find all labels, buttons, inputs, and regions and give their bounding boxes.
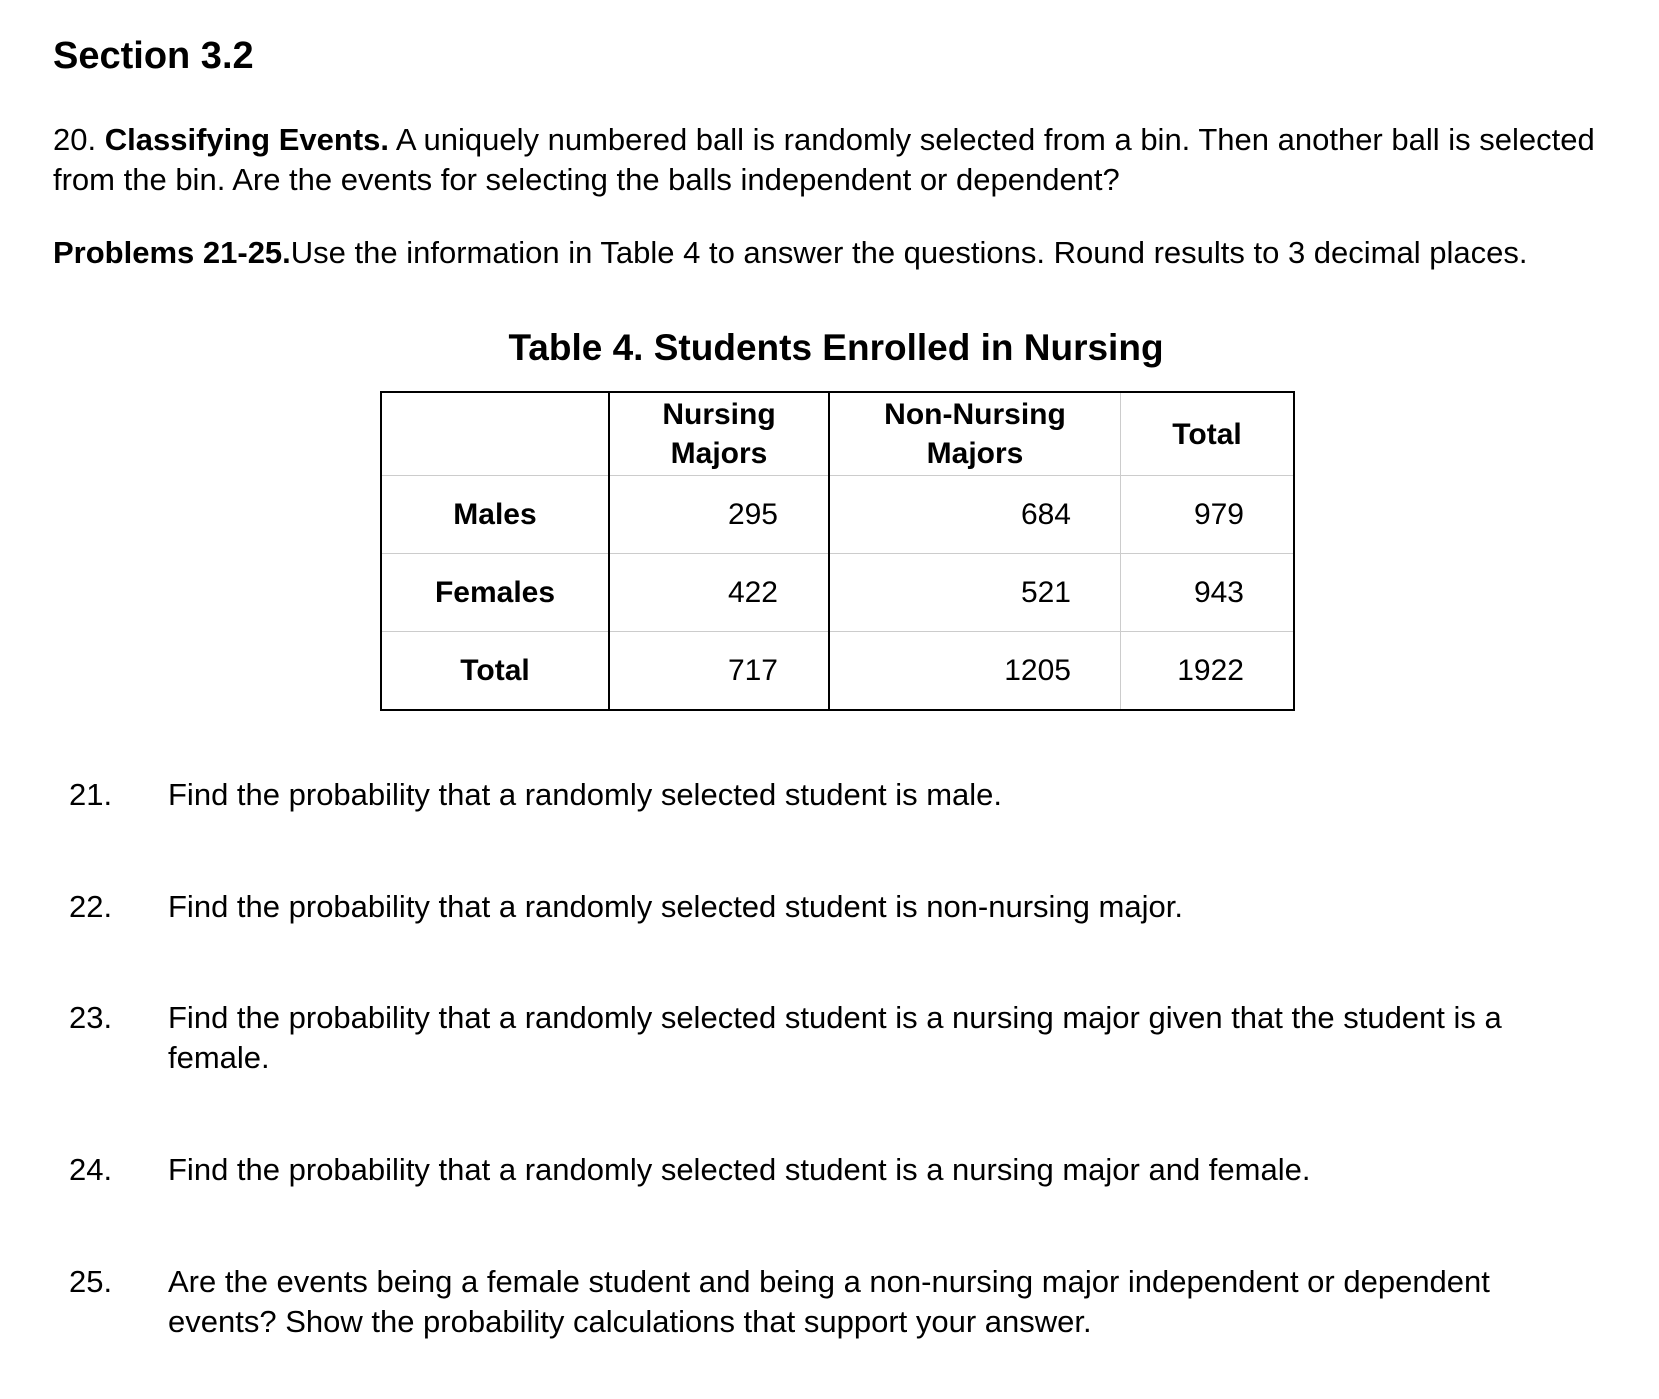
question-number: 21. <box>69 777 113 812</box>
table-header-empty <box>381 392 609 476</box>
problems-intro-text: Use the information in Table 4 to answer the questions. Round results to 3 decimal places. <box>290 235 1528 270</box>
table-title: Table 4. Students Enrolled in Nursing <box>508 327 1164 368</box>
table-cell: 1205 <box>829 632 1121 711</box>
header-line: Non-Nursing <box>884 398 1066 431</box>
table-cell: 717 <box>609 632 829 711</box>
question-text: Find the probability that a randomly selected student is a nursing major and female. <box>168 1152 1311 1187</box>
question-text: Find the probability that a randomly selected student is a nursing major given that the student is a female. <box>168 1000 1502 1075</box>
nursing-enrollment-table <box>380 391 1295 711</box>
row-label: Males <box>381 476 609 554</box>
table-header-row <box>381 392 1294 476</box>
header-line: Majors <box>670 437 768 470</box>
table-row <box>381 632 1294 711</box>
problems-intro-heading: Problems 21-25. <box>53 235 291 270</box>
question-number: 24. <box>69 1152 113 1187</box>
header-line: Nursing <box>662 398 776 431</box>
row-label: Females <box>381 554 609 632</box>
question-text: Are the events being a female student and being a non-nursing major independent or dependent events? Show the probability calculations that support your answer. <box>168 1264 1490 1339</box>
table-header-total <box>1121 392 1295 476</box>
table-cell: 1922 <box>1121 632 1295 711</box>
table-cell: 979 <box>1121 476 1295 554</box>
table-cell: 521 <box>829 554 1121 632</box>
table-cell: 684 <box>829 476 1121 554</box>
question-text: Find the probability that a randomly selected student is non-nursing major. <box>168 889 1183 924</box>
question-number: 23. <box>69 1000 113 1035</box>
header-line: Majors <box>926 437 1024 470</box>
table-row <box>381 476 1294 554</box>
problem-20-number: 20. <box>53 122 97 157</box>
problems-intro <box>53 233 1633 273</box>
table-cell: 295 <box>609 476 829 554</box>
question-text: Find the probability that a randomly selected student is male. <box>168 777 1003 812</box>
table-cell: 943 <box>1121 554 1295 632</box>
question-number: 22. <box>69 889 113 924</box>
problem-20 <box>53 120 1613 200</box>
problem-20-text: A uniquely numbered ball is randomly selected from a bin. Then another ball is selected from the bin. Are the events for selecting the balls independent or dependent? <box>53 122 1595 197</box>
question-number: 25. <box>69 1264 113 1299</box>
table-cell: 422 <box>609 554 829 632</box>
header-line: Total <box>1172 417 1242 451</box>
table-header-nursing <box>609 392 829 476</box>
row-label: Total <box>381 632 609 711</box>
table-row <box>381 554 1294 632</box>
table-header-non-nursing <box>829 392 1121 476</box>
problem-20-heading: Classifying Events. <box>104 122 390 157</box>
section-title: Section 3.2 <box>53 35 254 77</box>
